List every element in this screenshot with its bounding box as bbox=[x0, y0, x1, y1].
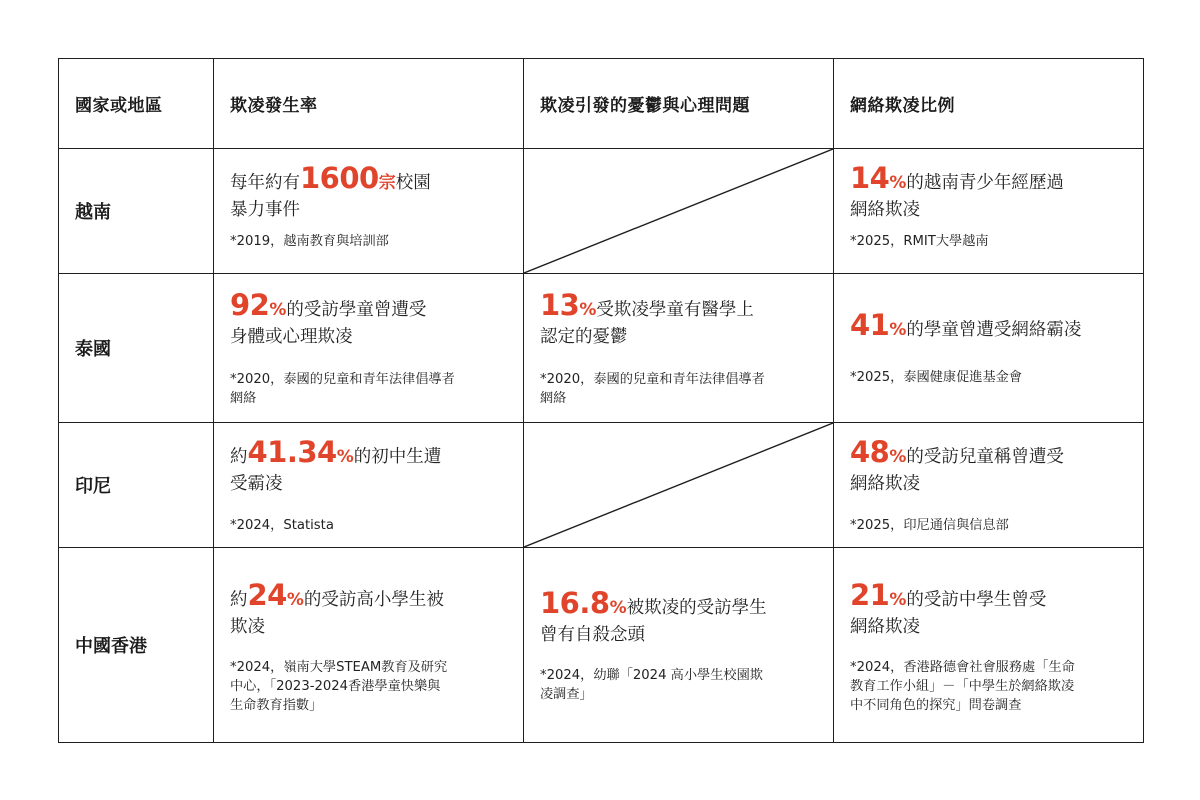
header-cell-rate bbox=[214, 59, 524, 149]
stat-number: 16.8 bbox=[540, 586, 610, 620]
stat-text-line2: 暴力事件 bbox=[230, 200, 300, 220]
header-cell-cyber bbox=[834, 59, 1144, 149]
rate-cell bbox=[214, 149, 524, 274]
depression-stat bbox=[540, 288, 819, 351]
country-name: 中國香港 bbox=[75, 636, 147, 657]
source-note: *2019，越南教育與培訓部 bbox=[230, 234, 389, 249]
country-cell bbox=[59, 423, 214, 548]
header-cell-region bbox=[59, 59, 214, 149]
stat-prefix: 約 bbox=[230, 447, 248, 467]
stat-text: 的學童曾遭受網絡霸凌 bbox=[906, 320, 1082, 340]
stat-unit: % bbox=[269, 300, 287, 320]
rate-stat bbox=[230, 435, 509, 498]
cyber-cell bbox=[834, 548, 1144, 743]
country-cell bbox=[59, 274, 214, 423]
stat-unit: % bbox=[286, 590, 304, 610]
table-row-vietnam bbox=[59, 149, 1144, 274]
stat-prefix: 每年約有 bbox=[230, 173, 300, 193]
stat-text: 被欺凌的受訪學生 bbox=[626, 598, 767, 618]
stat-text: 的受訪高小學生被 bbox=[303, 590, 444, 610]
bullying-statistics-table bbox=[58, 58, 1144, 743]
cyber-stat bbox=[850, 161, 1129, 224]
stat-number: 13 bbox=[540, 288, 580, 322]
stat-text: 的越南青少年經歷過 bbox=[906, 173, 1064, 193]
rate-stat bbox=[230, 578, 509, 641]
source-note: *2025，印尼通信與信息部 bbox=[850, 518, 1009, 533]
source-line: 教育工作小組」－「中學生於網絡欺凌 bbox=[850, 679, 1075, 694]
source-line: *2024，嶺南大學STEAM教育及研究 bbox=[230, 660, 448, 675]
cyber-stat bbox=[850, 308, 1129, 344]
stat-text-line2: 認定的憂鬱 bbox=[540, 327, 628, 347]
source-note bbox=[230, 370, 509, 408]
rate-stat bbox=[230, 161, 509, 224]
source-line: *2024，幼聯「2024 高小學生校園欺 bbox=[540, 668, 763, 683]
empty-cell-diagonal bbox=[524, 423, 833, 547]
rate-stat bbox=[230, 288, 509, 351]
country-cell bbox=[59, 149, 214, 274]
depression-stat bbox=[540, 586, 819, 649]
stat-unit: % bbox=[889, 447, 907, 467]
country-name: 越南 bbox=[75, 202, 111, 223]
stat-text: 的受訪中學生曾受 bbox=[906, 590, 1047, 610]
stat-number: 48 bbox=[850, 435, 890, 469]
source-line: 網絡 bbox=[230, 391, 257, 406]
stat-text: 的初中生遭 bbox=[353, 447, 442, 467]
table-row-thailand bbox=[59, 274, 1144, 423]
stat-unit: % bbox=[336, 447, 354, 467]
stat-unit: % bbox=[579, 300, 597, 320]
stat-unit: 宗 bbox=[378, 173, 396, 193]
stat-number: 14 bbox=[850, 161, 890, 195]
stat-text-line2: 網絡欺凌 bbox=[850, 474, 920, 494]
cyber-stat bbox=[850, 578, 1129, 641]
stat-number: 41.34 bbox=[247, 435, 337, 469]
cyber-cell bbox=[834, 149, 1144, 274]
depression-cell bbox=[524, 274, 834, 423]
stat-number: 1600 bbox=[300, 161, 379, 195]
stat-unit: % bbox=[889, 173, 907, 193]
header-cell-depression bbox=[524, 59, 834, 149]
source-note bbox=[850, 658, 1129, 715]
empty-cell-diagonal bbox=[524, 149, 833, 273]
stat-unit: % bbox=[889, 320, 907, 340]
cyber-cell bbox=[834, 274, 1144, 423]
source-note: *2024，Statista bbox=[230, 518, 334, 533]
depression-cell-empty bbox=[524, 149, 834, 274]
stat-text: 的受訪兒童稱曾遭受 bbox=[906, 447, 1064, 467]
stat-text-line2: 曾有自殺念頭 bbox=[540, 625, 645, 645]
stat-number: 92 bbox=[230, 288, 270, 322]
source-note bbox=[230, 658, 509, 715]
source-line: *2020，泰國的兒童和青年法律倡導者 bbox=[540, 372, 765, 387]
source-line: 凌調查」 bbox=[540, 687, 593, 702]
stat-text-line2: 受霸凌 bbox=[230, 474, 283, 494]
header-rate: 欺凌發生率 bbox=[230, 96, 318, 116]
stat-number: 24 bbox=[247, 578, 287, 612]
stat-text-line2: 網絡欺凌 bbox=[850, 617, 920, 637]
source-line: 網絡 bbox=[540, 391, 567, 406]
rate-cell bbox=[214, 423, 524, 548]
depression-cell bbox=[524, 548, 834, 743]
stat-prefix: 約 bbox=[230, 590, 248, 610]
stat-text-line2: 身體或心理欺凌 bbox=[230, 327, 353, 347]
table-row-indonesia bbox=[59, 423, 1144, 548]
country-cell bbox=[59, 548, 214, 743]
table-row-hong-kong bbox=[59, 548, 1144, 743]
source-note bbox=[540, 370, 819, 408]
rate-cell bbox=[214, 548, 524, 743]
stat-text-line2: 網絡欺凌 bbox=[850, 200, 920, 220]
header-cyber: 網絡欺凌比例 bbox=[850, 96, 955, 116]
stat-text: 的受訪學童曾遭受 bbox=[286, 300, 427, 320]
stat-unit: % bbox=[609, 598, 627, 618]
source-line: 生命教育指數」 bbox=[230, 698, 323, 713]
source-line: *2020，泰國的兒童和青年法律倡導者 bbox=[230, 372, 455, 387]
stat-number: 41 bbox=[850, 308, 890, 342]
source-line: 中不同角色的探究」問卷調查 bbox=[850, 698, 1022, 713]
stat-text-line2: 欺凌 bbox=[230, 617, 265, 637]
header-region: 國家或地區 bbox=[75, 96, 163, 116]
stat-unit: % bbox=[889, 590, 907, 610]
stat-text: 受欺凌學童有醫學上 bbox=[596, 300, 754, 320]
source-line: 中心，「2023-2024香港學童快樂與 bbox=[230, 679, 441, 694]
depression-cell-empty bbox=[524, 423, 834, 548]
header-row bbox=[59, 59, 1144, 149]
stat-number: 21 bbox=[850, 578, 890, 612]
source-note bbox=[540, 666, 819, 704]
source-note: *2025，泰國健康促進基金會 bbox=[850, 370, 1023, 385]
country-name: 泰國 bbox=[75, 339, 111, 360]
source-note: *2025，RMIT大學越南 bbox=[850, 234, 989, 249]
header-depression: 欺凌引發的憂鬱與心理問題 bbox=[540, 96, 750, 116]
cyber-cell bbox=[834, 423, 1144, 548]
cyber-stat bbox=[850, 435, 1129, 498]
source-line: *2024，香港路德會社會服務處「生命 bbox=[850, 660, 1075, 675]
country-name: 印尼 bbox=[75, 476, 111, 497]
stat-text: 校園 bbox=[395, 173, 431, 193]
rate-cell bbox=[214, 274, 524, 423]
